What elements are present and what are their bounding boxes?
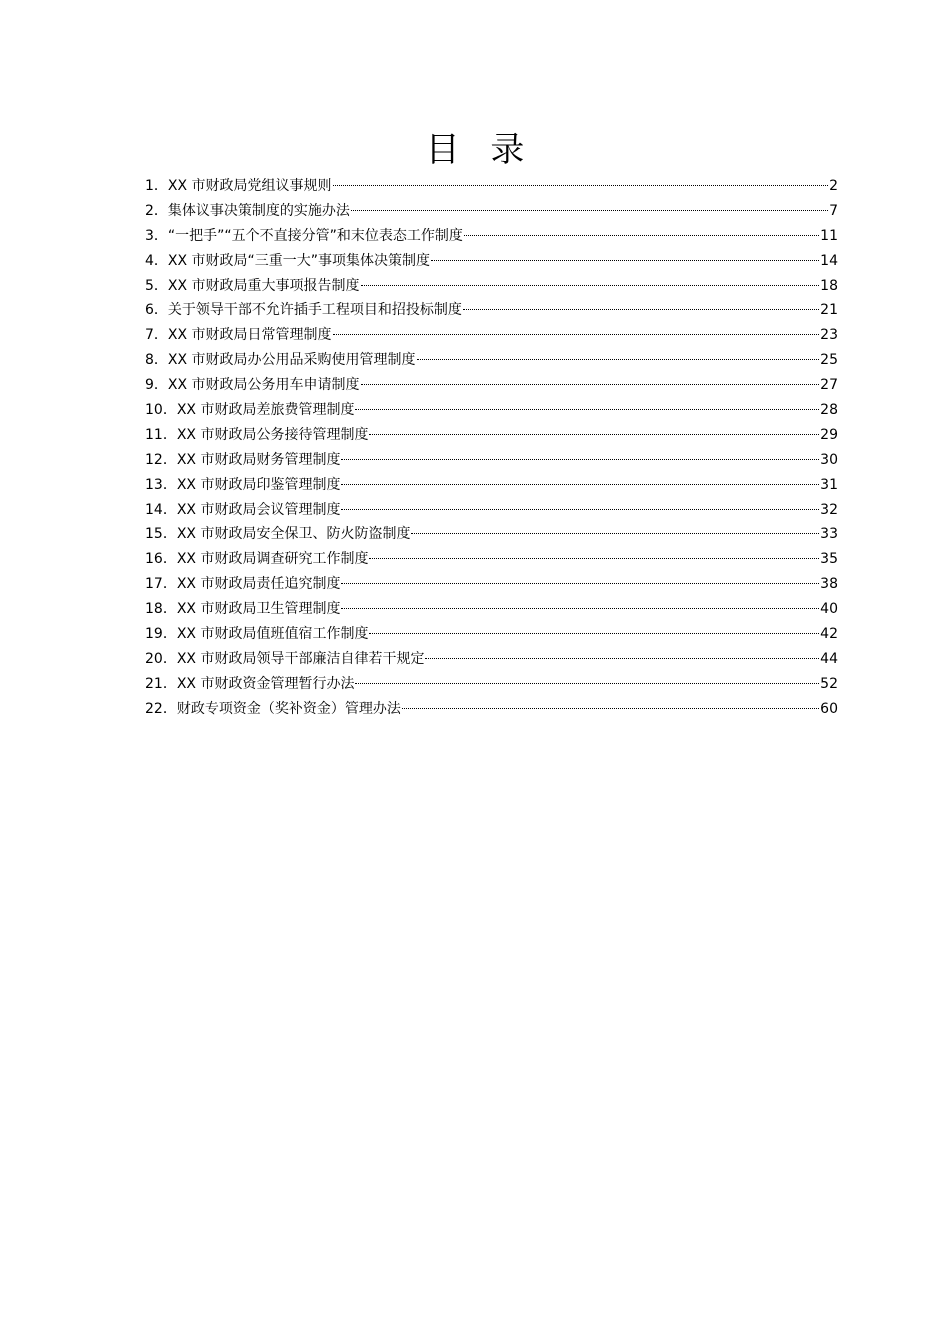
toc-entry[interactable] <box>145 373 838 398</box>
toc-entry-page-number: 27 <box>820 377 838 394</box>
toc-entry-title: XX 市财政局安全保卫、防火防盗制度 <box>176 526 411 543</box>
toc-entry-page-number: 42 <box>820 626 838 643</box>
toc-entry-number: 16． <box>145 551 177 568</box>
toc-entry-page-number: 14 <box>820 252 838 269</box>
toc-entry-number: 9． <box>145 377 168 394</box>
toc-entry-number: 5． <box>145 277 168 294</box>
toc-dot-leader <box>464 235 819 236</box>
toc-entry[interactable] <box>145 448 838 473</box>
toc-entry-page-number: 21 <box>820 302 838 319</box>
toc-entry-title: XX 市财政局差旅费管理制度 <box>176 402 355 419</box>
toc-entry[interactable] <box>145 323 838 348</box>
toc-entry[interactable] <box>145 348 838 373</box>
toc-entry-number: 22． <box>145 700 177 717</box>
toc-dot-leader <box>341 459 819 460</box>
toc-entry-number: 14． <box>145 501 177 518</box>
toc-entry[interactable] <box>145 398 838 423</box>
toc-entry[interactable] <box>145 522 838 547</box>
toc-entry[interactable] <box>145 547 838 572</box>
toc-entry-title: XX 市财政局责任追究制度 <box>176 576 341 593</box>
toc-dot-leader <box>417 359 820 360</box>
toc-entry-number: 7． <box>145 327 168 344</box>
toc-entry[interactable] <box>145 498 838 523</box>
toc-dot-leader <box>369 558 819 559</box>
toc-entry-title: XX 市财政局值班值宿工作制度 <box>176 626 369 643</box>
toc-dot-leader <box>369 633 819 634</box>
toc-entry[interactable] <box>145 672 838 697</box>
toc-entry-page-number: 23 <box>820 327 838 344</box>
toc-entry-number: 18． <box>145 601 177 618</box>
toc-entry-page-number: 38 <box>820 576 838 593</box>
toc-entry-number: 12． <box>145 451 177 468</box>
toc-dot-leader <box>463 309 819 310</box>
toc-entry-page-number: 44 <box>820 650 838 667</box>
toc-entry-title: XX 市财政局印鉴管理制度 <box>176 476 341 493</box>
toc-entry-number: 4． <box>145 252 168 269</box>
toc-entry[interactable] <box>145 274 838 299</box>
toc-entry-title: 集体议事决策制度的实施办法 <box>167 202 350 219</box>
toc-entry-title: “一把手”“五个不直接分管”和末位表态工作制度 <box>167 227 463 244</box>
toc-dot-leader <box>341 583 819 584</box>
toc-entry-number: 13． <box>145 476 177 493</box>
toc-entry-page-number: 35 <box>820 551 838 568</box>
toc-entry-page-number: 60 <box>820 700 838 717</box>
toc-entry[interactable] <box>145 572 838 597</box>
toc-entry-number: 3． <box>145 227 168 244</box>
toc-entry-page-number: 52 <box>820 675 838 692</box>
toc-entry-page-number: 40 <box>820 601 838 618</box>
toc-dot-leader <box>351 210 828 211</box>
toc-entry-title: XX 市财政资金管理暂行办法 <box>176 675 355 692</box>
toc-entry-page-number: 31 <box>820 476 838 493</box>
toc-entry-page-number: 32 <box>820 501 838 518</box>
toc-entry-title: XX 市财政局党组议事规则 <box>167 178 332 194</box>
toc-entry[interactable] <box>145 622 838 647</box>
toc-entry-title: XX 市财政局卫生管理制度 <box>176 601 341 618</box>
toc-entry[interactable] <box>145 249 838 274</box>
toc-dot-leader <box>425 658 819 659</box>
toc-dot-leader <box>333 334 820 335</box>
toc-dot-leader <box>431 260 819 261</box>
toc-entry-number: 20． <box>145 650 177 667</box>
toc-entry-title: XX 市财政局会议管理制度 <box>176 501 341 518</box>
toc-entry-page-number: 30 <box>820 451 838 468</box>
toc-entry-title: XX 市财政局财务管理制度 <box>176 451 341 468</box>
toc-entry[interactable] <box>145 224 838 249</box>
toc-entry-page-number: 11 <box>820 227 838 244</box>
toc-dot-leader <box>355 683 819 684</box>
toc-dot-leader <box>355 409 819 410</box>
toc-entry-page-number: 18 <box>820 277 838 294</box>
toc-entry-title: XX 市财政局公务接待管理制度 <box>176 426 369 443</box>
toc-entry-number: 11． <box>145 426 177 443</box>
toc-entry-number: 15． <box>145 526 177 543</box>
toc-entry-title: XX 市财政局调查研究工作制度 <box>176 551 369 568</box>
toc-dot-leader <box>341 484 819 485</box>
toc-entry-number: 8． <box>145 352 168 369</box>
toc-entry-page-number: 29 <box>820 426 838 443</box>
toc-entry[interactable] <box>145 597 838 622</box>
toc-entry-title: XX 市财政局办公用品采购使用管理制度 <box>167 352 416 369</box>
toc-entry-title: 财政专项资金（奖补资金）管理办法 <box>176 700 401 717</box>
toc-entry[interactable] <box>145 423 838 448</box>
toc-entry[interactable] <box>145 473 838 498</box>
toc-entry-title: XX 市财政局日常管理制度 <box>167 327 332 344</box>
toc-entry-number: 10． <box>145 402 177 419</box>
toc-entry-title: XX 市财政局“三重一大”事项集体决策制度 <box>167 252 431 269</box>
toc-dot-leader <box>333 185 829 186</box>
toc-entry[interactable] <box>145 298 838 323</box>
toc-entry[interactable] <box>145 174 838 199</box>
toc-entry-number: 1． <box>145 178 168 194</box>
toc-entry-title: XX 市财政局领导干部廉洁自律若干规定 <box>176 650 425 667</box>
toc-entry-page-number: 2 <box>829 178 838 194</box>
toc-entry-number: 2． <box>145 202 168 219</box>
page-title: 目 录 <box>425 130 535 170</box>
toc-dot-leader <box>411 533 819 534</box>
toc-entry[interactable] <box>145 647 838 672</box>
toc-dot-leader <box>361 285 820 286</box>
toc-entry-title: 关于领导干部不允许插手工程项目和招投标制度 <box>167 302 462 319</box>
toc-dot-leader <box>341 608 819 609</box>
toc-entry-number: 21． <box>145 675 177 692</box>
toc-entry-title: XX 市财政局重大事项报告制度 <box>167 277 360 294</box>
table-of-contents <box>145 174 838 722</box>
toc-entry-number: 19． <box>145 626 177 643</box>
toc-entry-page-number: 28 <box>820 402 838 419</box>
toc-entry-number: 6． <box>145 302 168 319</box>
toc-entry[interactable] <box>145 697 838 722</box>
toc-dot-leader <box>341 509 819 510</box>
toc-entry-title: XX 市财政局公务用车申请制度 <box>167 377 360 394</box>
toc-dot-leader <box>402 708 819 709</box>
toc-entry-page-number: 7 <box>829 202 838 219</box>
toc-entry[interactable] <box>145 199 838 224</box>
toc-dot-leader <box>361 384 820 385</box>
toc-entry-page-number: 25 <box>820 352 838 369</box>
toc-entry-number: 17． <box>145 576 177 593</box>
toc-entry-page-number: 33 <box>820 526 838 543</box>
toc-dot-leader <box>369 434 819 435</box>
